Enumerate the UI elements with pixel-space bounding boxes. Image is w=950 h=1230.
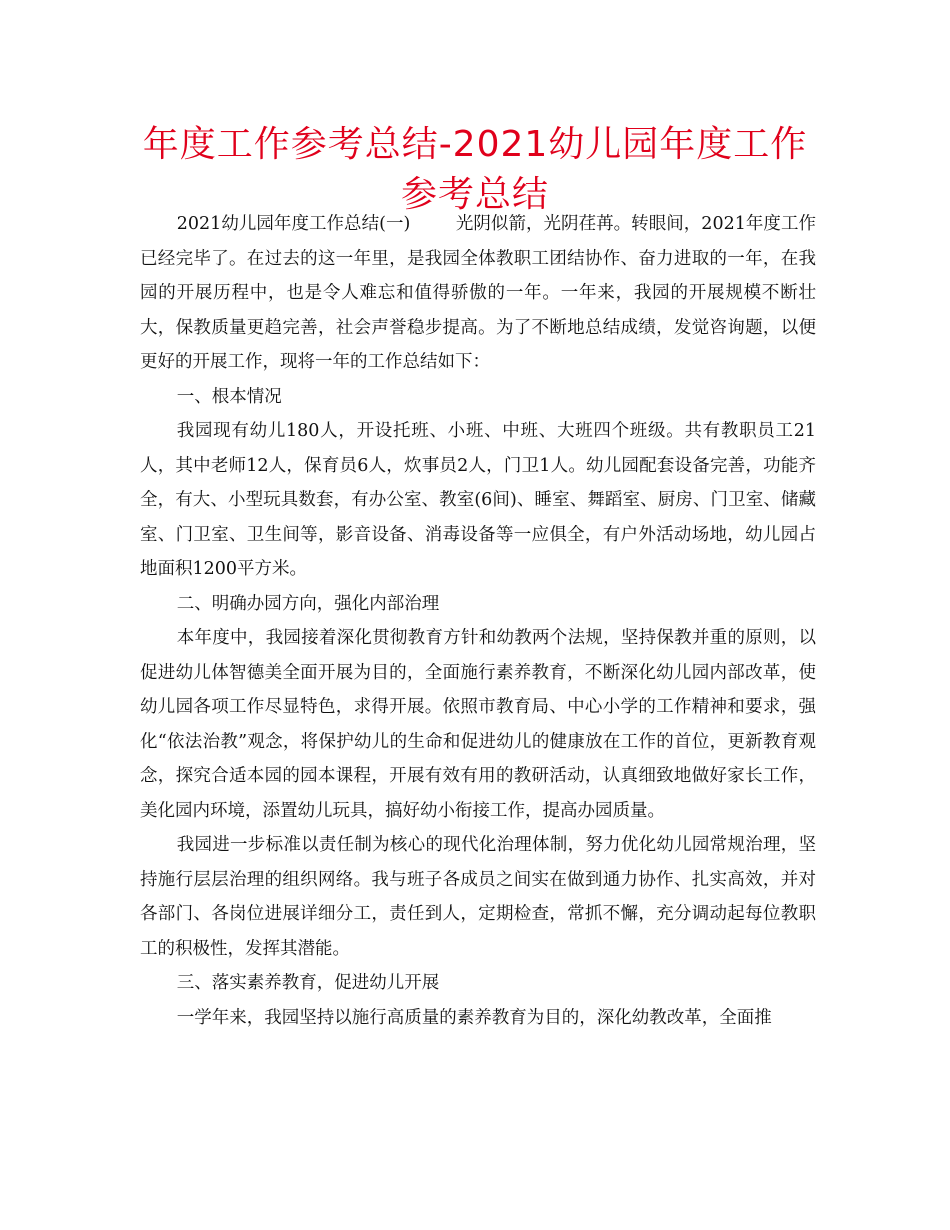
section-2-heading: 二、明确办园方向，强化内部治理 <box>176 593 440 614</box>
document-body <box>140 207 816 1035</box>
intro-paragraph <box>140 207 816 380</box>
section-2-paragraph-2: 我园进一步标准以责任制为核心的现代化治理体制，努力优化幼儿园常规治理，坚持施行层层治理的组织网络。我与班子各成员之间实在做到通力协作、扎实高效，并对各部门、各岗位进展详细分工，责任到人，定期检查，常抓不懈，充分调动起每位教职工的积极性，发挥其潜能。 <box>140 835 816 959</box>
document-title: 年度工作参考总结-2021幼儿园年度工作参考总结 <box>142 124 808 215</box>
section-1-paragraph: 我园现有幼儿180人，开设托班、小班、中班、大班四个班级。共有教职员工21人，其中老师12人，保育员6人，炊事员2人，门卫1人。幼儿园配套设备完善，功能齐全，有大、小型玩具数套，有办公室、教室(6间)、睡室、舞蹈室、厨房、门卫室、储藏室、门卫室、卫生间等，影音设备、消毒设备等一应俱全，有户外活动场地，幼儿园占地面积1200平方米。 <box>140 421 816 579</box>
section-2-paragraph-1: 本年度中，我园接着深化贯彻教育方针和幼教两个法规，坚持保教并重的原则，以促进幼儿体智德美全面开展为目的，全面施行素养教育，不断深化幼儿园内部改革，使幼儿园各项工作尽显特色，求得开展。依照市教育局、中心小学的工作精神和要求，强化“依法治教”观念，将保护幼儿的生命和促进幼儿的健康放在工作的首位，更新教育观念，探究合适本园的园本课程，开展有效有用的教研活动，认真细致地做好家长工作，美化园内环境，添置幼儿玩具，搞好幼小衔接工作，提高办园质量。 <box>140 628 816 821</box>
section-3-paragraph: 一学年来，我园坚持以施行高质量的素养教育为目的，深化幼教改革，全面推 <box>176 1007 772 1028</box>
section-3-heading: 三、落实素养教育，促进幼儿开展 <box>176 973 440 993</box>
intro-text: 光阴似箭，光阴荏苒。转眼间，2021年度工作已经完毕了。在过去的这一年里，是我园全体教职工团结协作、奋力进取的一年，在我园的开展历程中，也是令人难忘和值得骄傲的一年。一年来，我园的开展规模不断壮大，保教质量更趋完善，社会声誉稳步提高。为了不断地总结成绩，发觉咨询题，以便更好的开展工作，现将一年的工作总结如下： <box>140 214 816 372</box>
section-1-heading: 一、根本情况 <box>176 386 282 407</box>
intro-heading: 2021幼儿园年度工作总结(一) <box>176 214 411 234</box>
